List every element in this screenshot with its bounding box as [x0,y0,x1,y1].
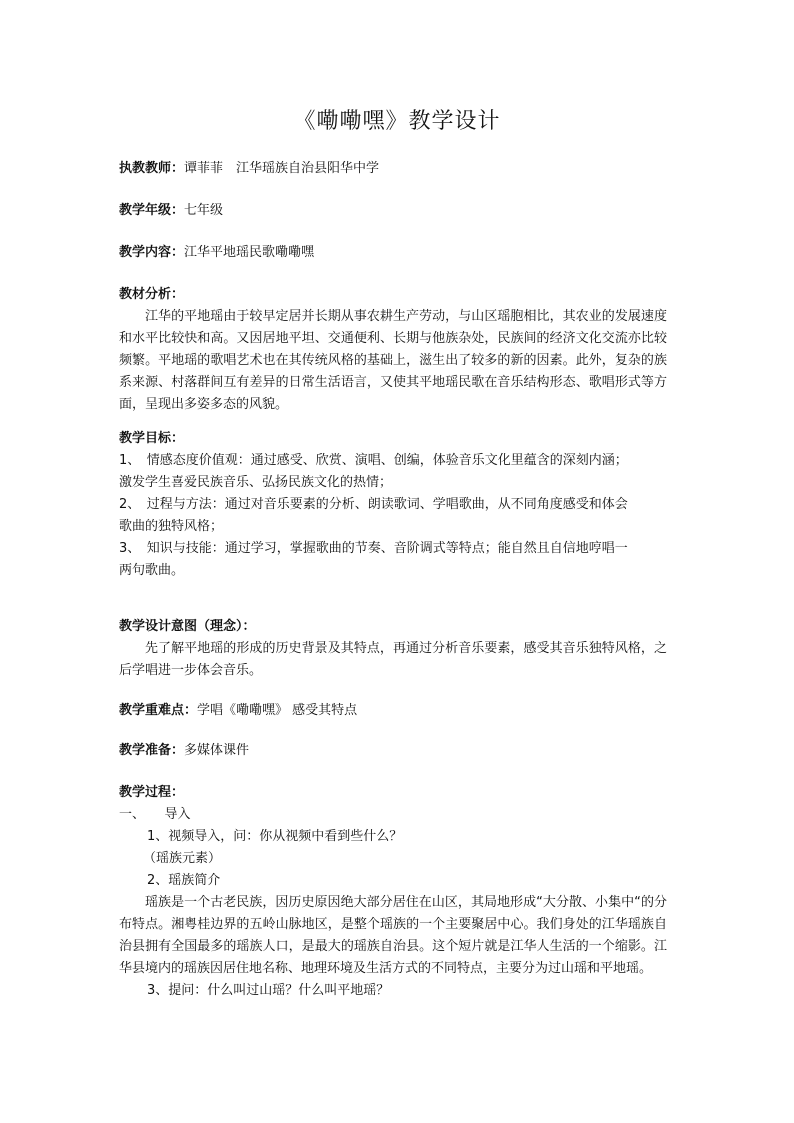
objective-line: 2、 过程与方法：通过对音乐要素的分析、朗读歌词、学唱歌曲，从不同角度感受和体会 [119,497,628,512]
grade-value: 七年级 [184,203,224,218]
content-line [119,242,667,264]
process-label: 教学过程： [119,785,185,800]
intent-section [119,616,667,682]
analysis-paragraph: 江华的平地瑶由于较早定居并长期从事农耕生产劳动，与山区瑶胞相比，其农业的发展速度和水平比较快和高。又因居地平坦、交通便利、长期与他族杂处，民族间的经济文化交流亦比较频繁。平地瑶的歌唱艺术也在其传统风格的基础上，滋生出了较多的新的因素。此外，复杂的族系来源、村落群间互有差异的日常生活语言，又使其平地瑶民歌在音乐结构形态、歌唱形式等方面，呈现出多姿多态的风貌。 [119,309,667,412]
objective-line: 1、 情感态度价值观：通过感受、欣赏、演唱、创编，体验音乐文化里蕴含的深刻内涵； [119,453,628,468]
objectives-section [119,428,667,582]
analysis-label: 教材分析： [119,287,185,302]
process-section [119,782,667,1002]
content-value: 江华平地瑶民歌嘞嘞嘿 [184,245,315,260]
grade-label: 教学年级： [119,203,185,218]
process-step-answer: （瑶族元素） [143,851,222,866]
process-step-paragraph: 瑶族是一个古老民族，因历史原因绝大部分居住在山区，其局地形成“大分散、小集中“的分布特点。湘粤桂边界的五岭山脉地区，是整个瑶族的一个主要聚居中心。我们身处的江华瑶族自治县拥有全国最多的瑶族人口，是最大的瑶族自治县。这个短片就是江华人生活的一个缩影。江华县境内的瑶族因居住地名称、地理环境及生活方式的不同特点，主要分为过山瑶和平地瑶。 [119,895,667,976]
objective-line: 两句歌曲。 [119,563,185,578]
analysis-section [119,284,667,416]
objectives-label: 教学目标： [119,431,185,446]
teacher-label: 执教教师： [119,161,185,176]
grade-line [119,200,667,222]
keypoints-label: 教学重难点： [119,703,198,718]
intent-label: 教学设计意图（理念）： [119,619,256,634]
document-title: 《嘞嘞嘿》教学设计 [293,109,501,134]
teacher-line [119,158,667,180]
objective-line: 歌曲的独特风格； [119,519,224,534]
process-step: 2、瑶族简介 [147,873,221,888]
content-label: 教学内容： [119,245,185,260]
intent-paragraph: 先了解平地瑶的形成的历史背景及其特点，再通过分析音乐要素，感受其音乐独特风格，之后学唱进一步体会音乐。 [119,641,667,678]
process-section-heading: 一、 导入 [119,807,191,822]
keypoints-line [119,700,667,722]
objective-line: 3、 知识与技能：通过学习，掌握歌曲的节奏、音阶调式等特点；能自然且自信地哼唱一 [119,541,628,556]
preparation-label: 教学准备： [119,743,185,758]
preparation-line [119,740,667,762]
objective-line: 激发学生喜爱民族音乐、弘扬民族文化的热情； [119,475,393,490]
process-step: 1、视频导入，问：你从视频中看到些什么？ [147,829,403,844]
process-step: 3、提问：什么叫过山瑶？什么叫平地瑶？ [147,983,390,998]
keypoints-value: 学唱《嘞嘞嘿》 感受其特点 [197,703,358,718]
teacher-value: 谭菲菲 江华瑶族自治县阳华中学 [184,161,380,176]
preparation-value: 多媒体课件 [184,743,250,758]
